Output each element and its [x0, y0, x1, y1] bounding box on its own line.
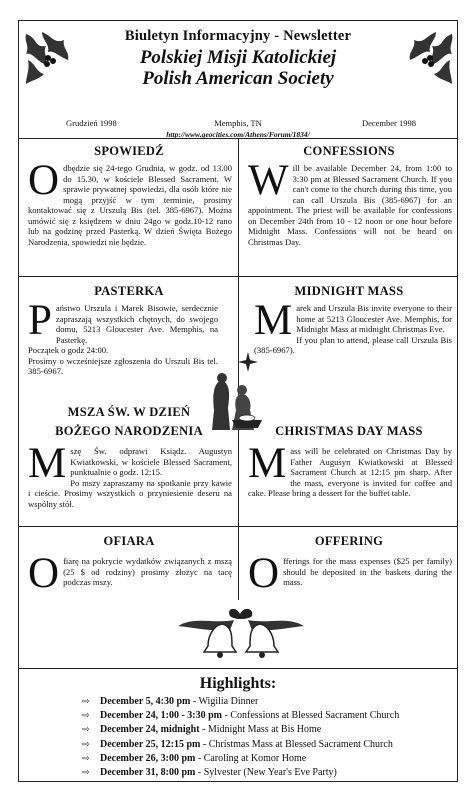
midnight-mass-title: MIDNIGHT MASS — [294, 284, 404, 298]
dropcap: W — [248, 157, 289, 204]
arrow-icon: ⇨ — [82, 753, 90, 764]
highlights-list — [18, 695, 458, 780]
mission-name: Polskiej Misji Katolickiej — [139, 47, 337, 68]
website-url[interactable]: http://www.geocities.com/Athens/Forum/1834/ — [166, 130, 310, 139]
christmas-day-mass-body: Mass will be celebrated on Christmas Day by Father Augusyn Kwiatkowski at Blessed Sacrament Church at 12:15 pm sharp. After the mass, everyone is invited for coffee and cake. Please bring a dessert for the buffet table. — [248, 440, 452, 498]
list-item: ⇨ December 31, 8:00 pm - Sylvester (New Year's Eve Party) — [82, 766, 458, 780]
arrow-icon: ⇨ — [82, 697, 90, 707]
list-item: ⇨ December 24, midnight - Midnight Mass at Bis Home — [82, 723, 458, 737]
spowiedz-body: Odbędzie się 24-tego Grudnia, w godz. od 13.00 do 15.30, w kościele Blessed Sacrament. W sprawie prywatnej spowiedzi, dla osób które nie mogą przyjść w tym terminie, prosimy kontaktować się z Urszulą Bis (tel. 385-6967). Można umówić się z księdzem w dniu 24go w godz.10-12 rano lub na godzinę przed Pasterką. W dzień Święta Bożego Narodzenia, spowiedzi nie będzie. — [28, 157, 232, 247]
arrow-icon: ⇨ — [82, 739, 90, 750]
section-divider — [239, 276, 458, 277]
holly-icon — [394, 30, 454, 86]
date-polish: Grudzień 1998 — [66, 118, 117, 128]
confessions-title: CONFESSIONS — [303, 144, 395, 158]
bells-icon — [174, 606, 308, 662]
dropcap: O — [248, 550, 280, 597]
ofiara-body: Ofiarę na pokrycie wydatków związanych z mszą (25 $ od rodziny) prosimy złożyc na tacę podczas mszy. — [28, 550, 232, 597]
list-item: ⇨ December 25, 12:15 pm - Christmas Mass at Blessed Sacrament Church — [82, 738, 458, 752]
section-divider — [239, 526, 458, 527]
list-item: ⇨ December 5, 4:30 pm - Wigilia Dinner — [82, 695, 458, 709]
list-item: ⇨ December 24, 1:00 - 3:30 pm - Confessions at Blessed Sacrament Church — [82, 709, 458, 723]
highlights-box — [18, 668, 458, 782]
location: Memphis, TN — [214, 118, 262, 128]
spowiedz-title: SPOWIEDŹ — [94, 144, 164, 158]
dropcap: O — [28, 157, 60, 204]
holly-icon — [24, 30, 84, 86]
dropcap: M — [28, 440, 67, 487]
pasterka-title: PASTERKA — [94, 284, 164, 298]
pasterka-body: Państwo Urszula i Marek Bisowie, serdecznie zapraszają wszystkich chętnych, do swojego domu, 5213 Gloucester Ave. Memphis, na Pasterkę. Początek o godz 24:00. Prosimy o wcześniejsze zgłoszenia do Urszuli Bis tel. 385-6967. — [28, 297, 218, 376]
dropcap: P — [28, 297, 52, 344]
ofiara-title: OFIARA — [103, 534, 155, 548]
msza-title-line1: MSZA ŚW. W DZIEŃ — [67, 405, 191, 419]
highlights-title: Highlights: — [199, 675, 277, 692]
midnight-mass-body: Marek and Urszula Bis invite everyone to their home at 5213 Gloucester Ave. Memphis, for Midnight Mass at midnight Christmas Eve. If you plan to attend, please call Urszula Bis (385-6967). — [254, 297, 452, 355]
newsletter-header — [18, 20, 458, 138]
msza-body: Mszę Św. odprawi Ksiądz. Augustyn Kwiatkowski, w kościele Blessed Sacrament, punktualnie o godz. 12:15. Po mszy zapraszamy na spotkanie przy kawie i cieście. Prosimy wszystkich o przyniesienie deseru na wspólny stół. — [28, 440, 232, 509]
christmas-day-mass-title: CHRISTMAS DAY MASS — [275, 424, 423, 438]
offering-title: OFFERING — [314, 534, 384, 548]
date-english: December 1998 — [361, 118, 416, 128]
section-divider — [18, 276, 238, 277]
nativity-icon — [202, 350, 272, 434]
list-item: ⇨ December 26, 3:00 pm - Caroling at Komor Home — [82, 752, 458, 766]
society-name: Polish American Society — [142, 68, 334, 89]
newsletter-title: Biuletyn Informacyjny - Newsletter — [124, 28, 352, 44]
confessions-body: Will be available December 24, from 1:00 to 3:30 pm at Blessed Sacrament Church. If you can't come to the church during this time, you can call Urszula Bis (385-6967) for an appointment. The priest will be available for confessions on December 24th from 10 - 12 noon or one hour before Midnight Mass. Confessions will not be heard on Christmas Day. — [248, 157, 452, 247]
newsletter-page — [6, 6, 470, 794]
section-divider — [18, 526, 238, 527]
arrow-icon: ⇨ — [82, 768, 90, 779]
arrow-icon: ⇨ — [82, 711, 90, 722]
dropcap: M — [254, 297, 293, 344]
arrow-icon: ⇨ — [82, 725, 90, 736]
dropcap: O — [28, 550, 60, 597]
dropcap: M — [248, 440, 287, 487]
msza-title-line2: BOŻEGO NARODZENIA — [55, 424, 203, 438]
offering-body: Offerings for the mass expenses ($25 per family) should be deposited in the baskets during the mass. — [248, 550, 452, 597]
